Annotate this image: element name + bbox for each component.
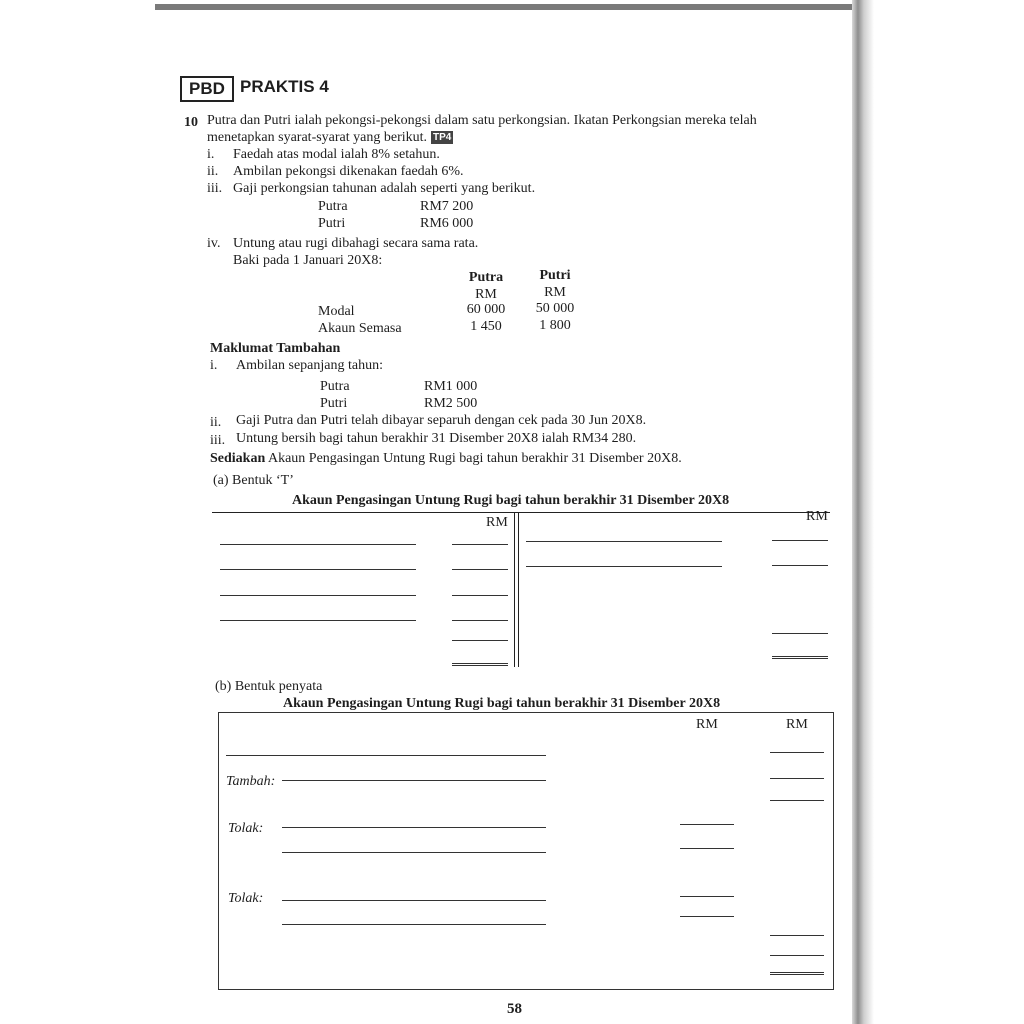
intro-line-2-text: menetapkan syarat-syarat yang berikut. [207, 130, 428, 145]
balance-unit-putra: RM [475, 287, 497, 302]
statement-amount-2[interactable] [770, 778, 824, 779]
t-right-amount-2[interactable] [772, 565, 828, 566]
t-account-rm-left: RM [486, 515, 508, 530]
task-instruction [210, 450, 682, 468]
drawing-name-putri: Putri [320, 396, 348, 411]
t-left-line-1[interactable] [220, 544, 416, 545]
term-ii-index: ii. [207, 164, 219, 179]
t-right-amount-1[interactable] [772, 540, 828, 541]
balance-col-putri: Putri [539, 268, 571, 283]
task-rest: Akaun Pengasingan Untung Rugi bagi tahun berakhir 31 Disember 20X8. [267, 451, 682, 466]
balance-row-semasa-putra: 1 450 [470, 319, 502, 334]
term-i-index: i. [207, 147, 215, 162]
statement-line-5[interactable] [282, 900, 546, 901]
t-account-divider-1 [514, 512, 515, 667]
statement-amount-6[interactable] [680, 896, 734, 897]
t-left-amount-4[interactable] [452, 620, 508, 621]
term-ii-text: Ambilan pekongsi dikenakan faedah 6%. [233, 164, 464, 179]
salary-amount-putra: RM7 200 [420, 199, 474, 214]
statement-line-6[interactable] [282, 924, 546, 925]
statement-rm-2: RM [786, 717, 808, 732]
t-left-total[interactable] [452, 663, 508, 666]
t-left-line-3[interactable] [220, 595, 416, 596]
statement-amount-1[interactable] [770, 752, 824, 753]
t-left-amount-2[interactable] [452, 569, 508, 570]
pbd-label: PBD [180, 76, 234, 102]
statement-amount-5[interactable] [680, 848, 734, 849]
additional-title: Maklumat Tambahan [210, 341, 341, 356]
balance-row-modal-putri: 50 000 [535, 301, 575, 316]
salary-name-putri: Putri [318, 216, 346, 231]
question-number: 10 [184, 115, 198, 130]
balance-title: Baki pada 1 Januari 20X8: [233, 253, 383, 268]
t-right-line-2[interactable] [526, 566, 722, 567]
page-binding-shadow [852, 0, 1024, 1024]
additional-i-index: i. [210, 358, 218, 373]
t-right-total[interactable] [772, 656, 828, 659]
t-account-top-rule [212, 512, 830, 513]
part-b-label: (b) Bentuk penyata [215, 679, 323, 694]
t-left-line-2[interactable] [220, 569, 416, 570]
part-a-title: Akaun Pengasingan Untung Rugi bagi tahun berakhir 31 Disember 20X8 [292, 493, 730, 508]
drawing-amount-putri: RM2 500 [424, 396, 478, 411]
salary-amount-putri: RM6 000 [420, 216, 474, 231]
part-b-title: Akaun Pengasingan Untung Rugi bagi tahun berakhir 31 Disember 20X8 [283, 696, 721, 711]
scan-top-edge [155, 4, 855, 10]
task-bold: Sediakan [210, 451, 266, 466]
additional-ii-text: Gaji Putra dan Putri telah dibayar separuh dengan cek pada 30 Jun 20X8. [236, 413, 647, 428]
term-i-text: Faedah atas modal ialah 8% setahun. [233, 147, 440, 162]
t-account-rm-right: RM [806, 509, 828, 524]
balance-col-putra: Putra [468, 270, 504, 285]
additional-iii-index: iii. [210, 433, 226, 448]
term-iii-index: iii. [207, 181, 223, 196]
drawing-name-putra: Putra [320, 379, 350, 394]
intro-line-1: Putra dan Putri ialah pekongsi-pekongsi dalam satu perkongsian. Ikatan Perkongsian mereka telah [207, 113, 757, 128]
statement-tambah: Tambah: [226, 774, 276, 789]
t-account-divider-2 [518, 512, 519, 667]
drawing-amount-putra: RM1 000 [424, 379, 478, 394]
t-left-amount-1[interactable] [452, 544, 508, 545]
additional-iii-text: Untung bersih bagi tahun berakhir 31 Disember 20X8 ialah RM34 280. [236, 431, 637, 446]
statement-amount-8[interactable] [770, 935, 824, 936]
t-right-line-1[interactable] [526, 541, 722, 542]
statement-amount-4[interactable] [680, 824, 734, 825]
intro-line-2 [207, 129, 453, 147]
statement-line-3[interactable] [282, 827, 546, 828]
balance-unit-putri: RM [544, 285, 566, 300]
balance-row-semasa-putri: 1 800 [539, 318, 571, 333]
part-a-label: (a) Bentuk ‘T’ [213, 473, 294, 488]
t-left-line-4[interactable] [220, 620, 416, 621]
statement-line-1[interactable] [226, 755, 546, 756]
statement-box [218, 712, 834, 990]
term-iv-index: iv. [207, 236, 221, 251]
balance-row-modal-putra: 60 000 [466, 302, 506, 317]
balance-row-modal-label: Modal [318, 304, 355, 319]
term-iii-text: Gaji perkongsian tahunan adalah seperti yang berikut. [233, 181, 536, 196]
statement-tolak-2: Tolak: [228, 891, 264, 906]
statement-tolak-1: Tolak: [228, 821, 264, 836]
term-iv-text: Untung atau rugi dibahagi secara sama rata. [233, 236, 479, 251]
t-left-amount-5[interactable] [452, 640, 508, 641]
tp4-badge: TP4 [433, 132, 452, 143]
statement-amount-7[interactable] [680, 916, 734, 917]
statement-amount-9[interactable] [770, 955, 824, 956]
balance-row-semasa-label: Akaun Semasa [318, 321, 402, 336]
statement-line-2[interactable] [282, 780, 546, 781]
statement-total[interactable] [770, 972, 824, 975]
salary-name-putra: Putra [318, 199, 348, 214]
additional-ii-index: ii. [210, 415, 222, 430]
statement-rm-1: RM [696, 717, 718, 732]
t-left-amount-3[interactable] [452, 595, 508, 596]
statement-line-4[interactable] [282, 852, 546, 853]
statement-amount-3[interactable] [770, 800, 824, 801]
section-title: PRAKTIS 4 [240, 77, 329, 96]
page-number: 58 [507, 1001, 522, 1017]
additional-i-text: Ambilan sepanjang tahun: [236, 358, 383, 373]
t-right-amount-3[interactable] [772, 633, 828, 634]
